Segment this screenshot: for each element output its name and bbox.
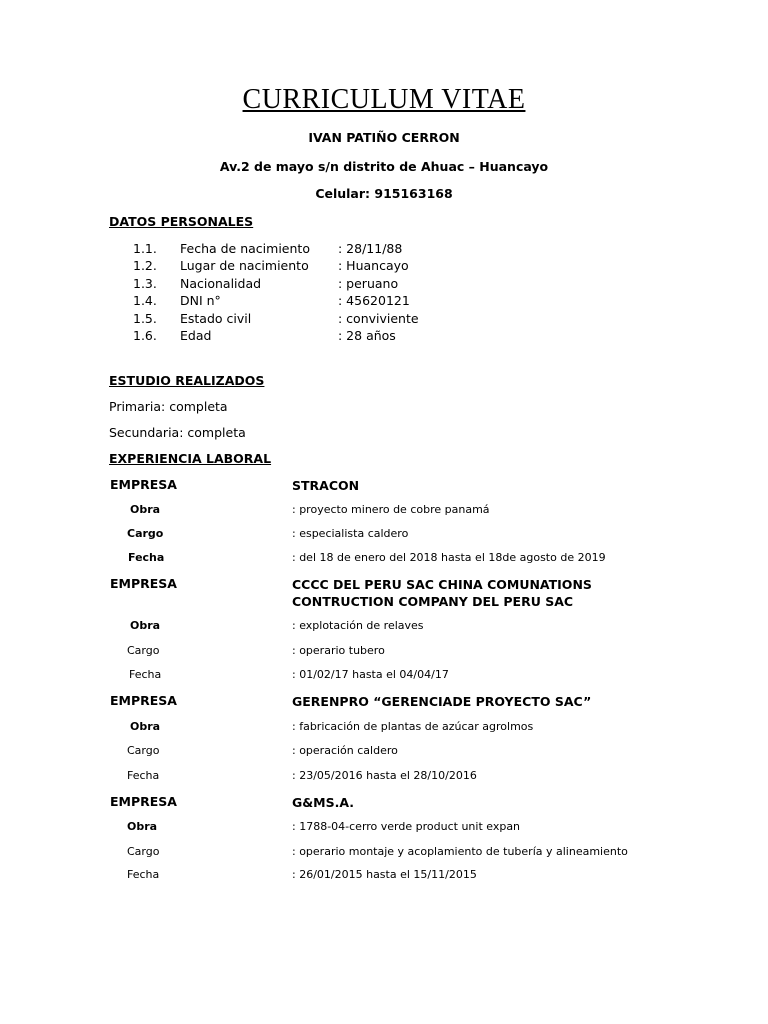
item-label: Estado civil (180, 311, 252, 326)
personal-data-row (0, 328, 768, 346)
company-key: EMPRESA (110, 576, 177, 591)
obra-label: Obra (130, 720, 161, 733)
company-key: EMPRESA (110, 794, 177, 809)
item-number: 1.5. (133, 311, 157, 326)
item-number: 1.6. (133, 328, 157, 343)
company-key: EMPRESA (110, 693, 177, 708)
item-label: DNI n° (180, 293, 221, 308)
item-value: : peruano (338, 276, 399, 291)
primaria-status: Primaria: completa (109, 399, 228, 414)
fecha-value: : 01/02/17 hasta el 04/04/17 (292, 668, 449, 681)
item-label: Lugar de nacimiento (180, 258, 309, 273)
cargo-label: Cargo (127, 644, 160, 657)
candidate-phone: Celular: 915163168 (315, 186, 453, 201)
company-name: G&MS.A. (292, 795, 355, 810)
item-label: Nacionalidad (180, 276, 262, 291)
personal-data-row (0, 241, 768, 259)
secundaria-status: Secundaria: completa (109, 425, 246, 440)
personal-data-row (0, 276, 768, 294)
item-value: : 45620121 (338, 293, 410, 308)
cargo-value: : especialista caldero (292, 527, 409, 540)
personal-data-row (0, 293, 768, 311)
fecha-label: Fecha (128, 551, 165, 564)
personal-data-row (0, 258, 768, 276)
obra-value: : explotación de relaves (292, 619, 424, 632)
obra-value: : proyecto minero de cobre panamá (292, 503, 490, 516)
obra-label: Obra (130, 619, 161, 632)
section-heading-experiencia: EXPERIENCIA LABORAL (109, 451, 272, 466)
item-number: 1.4. (133, 293, 157, 308)
cargo-value: : operario tubero (292, 644, 385, 657)
fecha-value: : 26/01/2015 hasta el 15/11/2015 (292, 868, 477, 881)
item-number: 1.1. (133, 241, 157, 256)
item-value: : 28/11/88 (338, 241, 403, 256)
cargo-label: Cargo (127, 744, 160, 757)
obra-value: : fabricación de plantas de azúcar agrolmos (292, 720, 534, 733)
obra-label: Obra (130, 503, 161, 516)
company-name: STRACON (292, 478, 360, 493)
item-label: Fecha de nacimiento (180, 241, 310, 256)
candidate-name: IVAN PATIÑO CERRON (308, 130, 460, 145)
obra-value: : 1788-04-cerro verde product unit expan (292, 820, 521, 833)
item-value: : conviviente (338, 311, 419, 326)
section-heading-datos-personales: DATOS PERSONALES (109, 214, 254, 229)
company-name: CCCC DEL PERU SAC CHINA COMUNATIONS CONTRUCTION COMPANY DEL PERU SAC (292, 577, 592, 609)
fecha-value: : del 18 de enero del 2018 hasta el 18de agosto de 2019 (292, 551, 606, 564)
item-value: : Huancayo (338, 258, 409, 273)
fecha-label: Fecha (127, 769, 160, 782)
company-name: GERENPRO “GERENCIADE PROYECTO SAC” (292, 694, 592, 709)
cargo-label: Cargo (127, 527, 164, 540)
personal-data-row (0, 311, 768, 329)
fecha-label: Fecha (127, 868, 160, 881)
obra-label: Obra (127, 820, 158, 833)
fecha-value: : 23/05/2016 hasta el 28/10/2016 (292, 769, 477, 782)
item-value: : 28 años (338, 328, 396, 343)
cargo-value: : operario montaje y acoplamiento de tubería y alineamiento (292, 845, 628, 858)
document-title: CURRICULUM VITAE (242, 84, 526, 115)
cargo-label: Cargo (127, 845, 160, 858)
item-number: 1.2. (133, 258, 157, 273)
section-heading-estudios: ESTUDIO REALIZADOS (109, 373, 265, 388)
cargo-value: : operación caldero (292, 744, 398, 757)
fecha-label: Fecha (129, 668, 162, 681)
item-label: Edad (180, 328, 212, 343)
item-number: 1.3. (133, 276, 157, 291)
candidate-address: Av.2 de mayo s/n distrito de Ahuac – Huancayo (219, 159, 549, 174)
company-key: EMPRESA (110, 477, 177, 492)
